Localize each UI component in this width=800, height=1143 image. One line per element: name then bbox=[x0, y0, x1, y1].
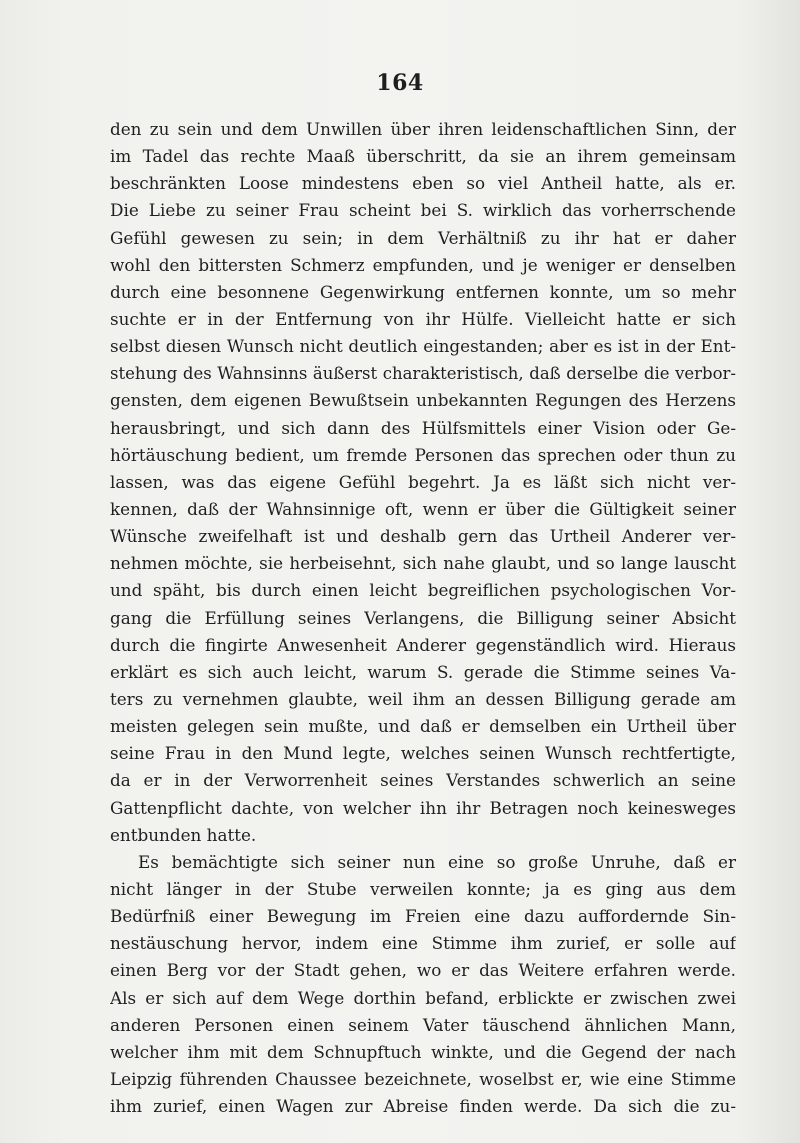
text-line: gensten, dem eigenen Bewußtsein unbekannten Regungen des Herzens bbox=[110, 390, 736, 411]
text-line: Wünsche zweifelhaft ist und deshalb gern das Urtheil Anderer ver- bbox=[110, 526, 736, 547]
page-number: 164 bbox=[376, 70, 424, 96]
text-line: Gefühl gewesen zu sein; in dem Verhältniß zu ihr hat er daher bbox=[110, 227, 736, 248]
text-line: wohl den bittersten Schmerz empfunden, und je weniger er denselben bbox=[110, 254, 736, 275]
text-line: welcher ihm mit dem Schnupftuch winkte, und die Gegend der nach bbox=[110, 1041, 736, 1062]
text-line: einen Berg vor der Stadt gehen, wo er das Weitere erfahren werde. bbox=[110, 960, 736, 981]
text-line: anderen Personen einen seinem Vater täuschend ähnlichen Mann, bbox=[110, 1014, 736, 1035]
text-line: stehung des Wahnsinns äußerst charakteristisch, daß derselbe die verbor- bbox=[110, 364, 736, 384]
text-line: selbst diesen Wunsch nicht deutlich eingestanden; aber es ist in der Ent- bbox=[110, 336, 736, 357]
text-line: nestäuschung hervor, indem eine Stimme ihm zurief, er solle auf bbox=[110, 933, 736, 954]
text-line: durch die fingirte Anwesenheit Anderer gegenständlich wird. Hieraus bbox=[110, 634, 736, 655]
text-line: durch eine besonnene Gegenwirkung entfernen konnte, um so mehr bbox=[110, 281, 736, 302]
text-line: da er in der Verworrenheit seines Verstandes schwerlich an seine bbox=[110, 770, 736, 791]
text-line: ters zu vernehmen glaubte, weil ihm an dessen Billigung gerade am bbox=[110, 688, 736, 709]
text-line: Die Liebe zu seiner Frau scheint bei S. wirklich das vorherrschende bbox=[110, 200, 736, 221]
body-text bbox=[110, 116, 736, 1120]
text-line: Es bemächtigte sich seiner nun eine so große Unruhe, daß er bbox=[138, 851, 736, 872]
text-line: erklärt es sich auch leicht, warum S. gerade die Stimme seines Va- bbox=[110, 661, 736, 682]
text-line: beschränkten Loose mindestens eben so viel Antheil hatte, als er. bbox=[110, 173, 736, 194]
text-line: Bedürfniß einer Bewegung im Freien eine dazu auffordernde Sin- bbox=[110, 906, 736, 927]
text-line: gang die Erfüllung seines Verlangens, die Billigung seiner Absicht bbox=[110, 607, 736, 628]
text-line: und späht, bis durch einen leicht begreiflichen psychologischen Vor- bbox=[110, 580, 736, 601]
text-line: nicht länger in der Stube verweilen konnte; ja es ging aus dem bbox=[110, 878, 736, 899]
text-line: lassen, was das eigene Gefühl begehrt. Ja es läßt sich nicht ver- bbox=[110, 471, 736, 492]
text-line: Leipzig führenden Chaussee bezeichnete, woselbst er, wie eine Stimme bbox=[110, 1068, 736, 1089]
paragraph bbox=[110, 849, 736, 1120]
text-line: ihm zurief, einen Wagen zur Abreise finden werde. Da sich die zu- bbox=[110, 1096, 736, 1117]
text-line: im Tadel das rechte Maaß überschritt, da sie an ihrem gemeinsam bbox=[110, 146, 736, 167]
text-line: nehmen möchte, sie herbeisehnt, sich nahe glaubt, und so lange lauscht bbox=[110, 553, 736, 574]
text-line: suchte er in der Entfernung von ihr Hülfe. Vielleicht hatte er sich bbox=[110, 308, 736, 329]
text-line: hörtäuschung bedient, um fremde Personen das sprechen oder thun zu bbox=[110, 444, 736, 465]
text-line: Als er sich auf dem Wege dorthin befand, erblickte er zwischen zwei bbox=[110, 987, 736, 1008]
text-line: entbunden hatte. bbox=[110, 824, 257, 845]
text-line: seine Frau in den Mund legte, welches seinen Wunsch rechtfertigte, bbox=[110, 743, 736, 764]
paragraph bbox=[110, 116, 736, 849]
text-line: meisten gelegen sein mußte, und daß er demselben ein Urtheil über bbox=[110, 716, 736, 737]
text-line: kennen, daß der Wahnsinnige oft, wenn er über die Gültigkeit seiner bbox=[110, 498, 736, 519]
text-line: den zu sein und dem Unwillen über ihren leidenschaftlichen Sinn, der bbox=[110, 119, 736, 139]
text-line: herausbringt, und sich dann des Hülfsmittels einer Vision oder Ge- bbox=[110, 417, 736, 438]
text-line: Gattenpflicht dachte, von welcher ihn ihr Betragen noch keinesweges bbox=[110, 797, 736, 818]
